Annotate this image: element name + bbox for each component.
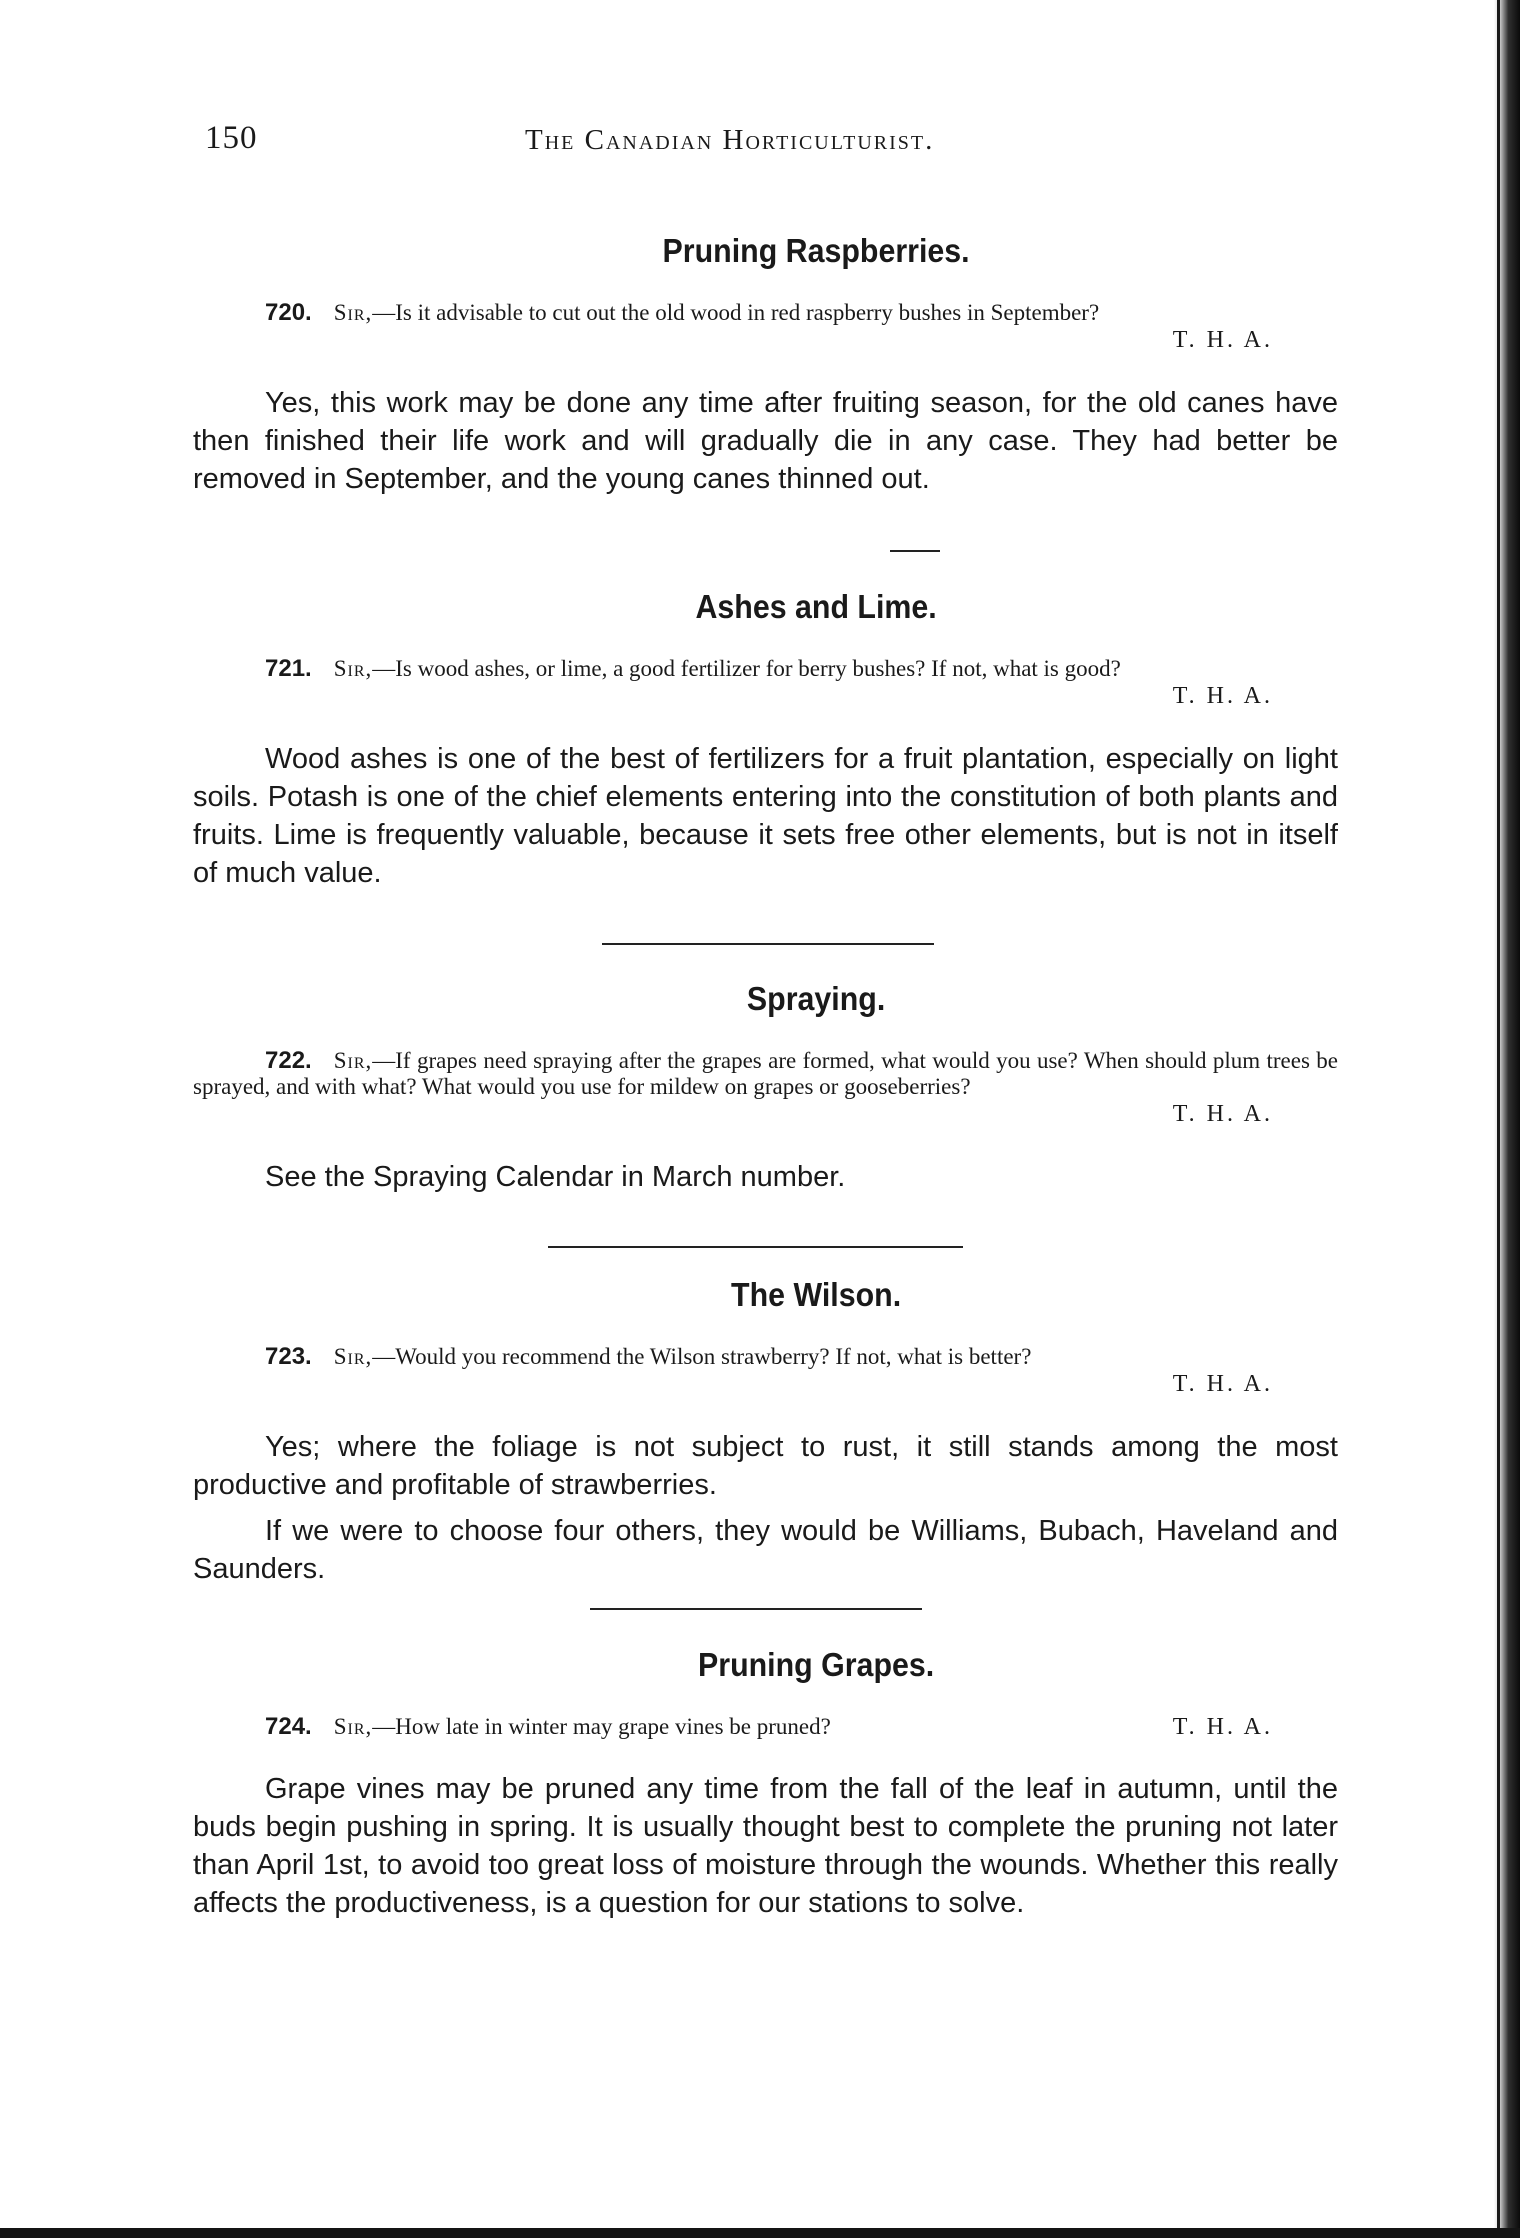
section-divider xyxy=(590,1608,922,1610)
salutation: Sir, xyxy=(333,656,373,681)
section-spraying xyxy=(193,980,1338,1196)
question-number: 724. xyxy=(265,1713,312,1740)
section-the-wilson xyxy=(193,1276,1338,1588)
question-number: 721. xyxy=(265,655,312,682)
page-number: 150 xyxy=(205,120,258,156)
section-title: The Wilson. xyxy=(731,1276,902,1313)
question-text: —If grapes need spraying after the grapes are formed, what would you use? When should plum trees be sprayed, and with what? What would you use for mildew on grapes or gooseberries? xyxy=(193,1048,1338,1099)
page-bottom-edge xyxy=(0,2228,1520,2238)
answer-paragraph: Yes, this work may be done any time after fruiting season, for the old canes have then finished their life work and will gradually die in any case. They had better be removed in September, and the young canes thinned out. xyxy=(193,387,1338,495)
initials: T. H. A. xyxy=(1172,327,1273,353)
section-pruning-raspberries xyxy=(193,232,1338,498)
answer-paragraph: If we were to choose four others, they would be Williams, Bubach, Haveland and Saunders. xyxy=(193,1515,1338,1585)
question-number: 720. xyxy=(265,299,312,326)
section-divider xyxy=(602,943,934,945)
initials: T. H. A. xyxy=(1172,1714,1273,1740)
question xyxy=(193,300,1338,326)
answer-paragraph: Yes; where the foliage is not subject to rust, it still stands among the most productive and profitable of strawberries. xyxy=(193,1431,1338,1501)
question xyxy=(193,1344,1338,1370)
initials: T. H. A. xyxy=(1172,683,1273,709)
question xyxy=(193,1048,1338,1100)
salutation: Sir, xyxy=(333,1344,373,1369)
initials: T. H. A. xyxy=(1172,1101,1273,1127)
section-title: Ashes and Lime. xyxy=(695,588,937,625)
section-ashes-and-lime xyxy=(193,588,1338,892)
question xyxy=(193,656,1338,682)
section-title: Spraying. xyxy=(746,980,886,1017)
answer-paragraph: Wood ashes is one of the best of fertilizers for a fruit plantation, especially on light soils. Potash is one of the chief elements entering into the constitution of both plants and fruits. Lime is frequently valuable, because it sets free other elements, but is not in itself of much value. xyxy=(193,743,1338,889)
question-text: —Is wood ashes, or lime, a good fertilizer for berry bushes? If not, what is good? xyxy=(372,656,1121,681)
section-divider xyxy=(548,1246,963,1248)
page-binding-shadow xyxy=(1497,0,1500,2238)
salutation: Sir, xyxy=(333,300,373,325)
section-title: Pruning Grapes. xyxy=(698,1646,935,1683)
answer-paragraph: See the Spraying Calendar in March number. xyxy=(265,1161,846,1193)
salutation: Sir, xyxy=(333,1714,373,1739)
initials: T. H. A. xyxy=(1172,1371,1273,1397)
question xyxy=(193,1714,1338,1740)
section-divider xyxy=(890,550,940,552)
question-text: —Is it advisable to cut out the old wood in red raspberry bushes in September? xyxy=(372,300,1100,325)
question-text: —How late in winter may grape vines be pruned? xyxy=(372,1714,831,1739)
page-header xyxy=(205,118,1345,168)
question-text: —Would you recommend the Wilson strawberry? If not, what is better? xyxy=(372,1344,1032,1369)
salutation: Sir, xyxy=(333,1048,373,1073)
running-head: The Canadian Horticulturist. xyxy=(525,124,935,156)
section-pruning-grapes xyxy=(193,1646,1338,1922)
question-number: 722. xyxy=(265,1047,312,1074)
answer-paragraph: Grape vines may be pruned any time from the fall of the leaf in autumn, until the buds begin pushing in spring. It is usually thought best to complete the pruning not later than April 1st, to avoid too great loss of moisture through the wounds. Whether this really affects the productiveness, is a question for our stations to solve. xyxy=(193,1773,1338,1919)
question-number: 723. xyxy=(265,1343,312,1370)
section-title: Pruning Raspberries. xyxy=(662,232,970,269)
